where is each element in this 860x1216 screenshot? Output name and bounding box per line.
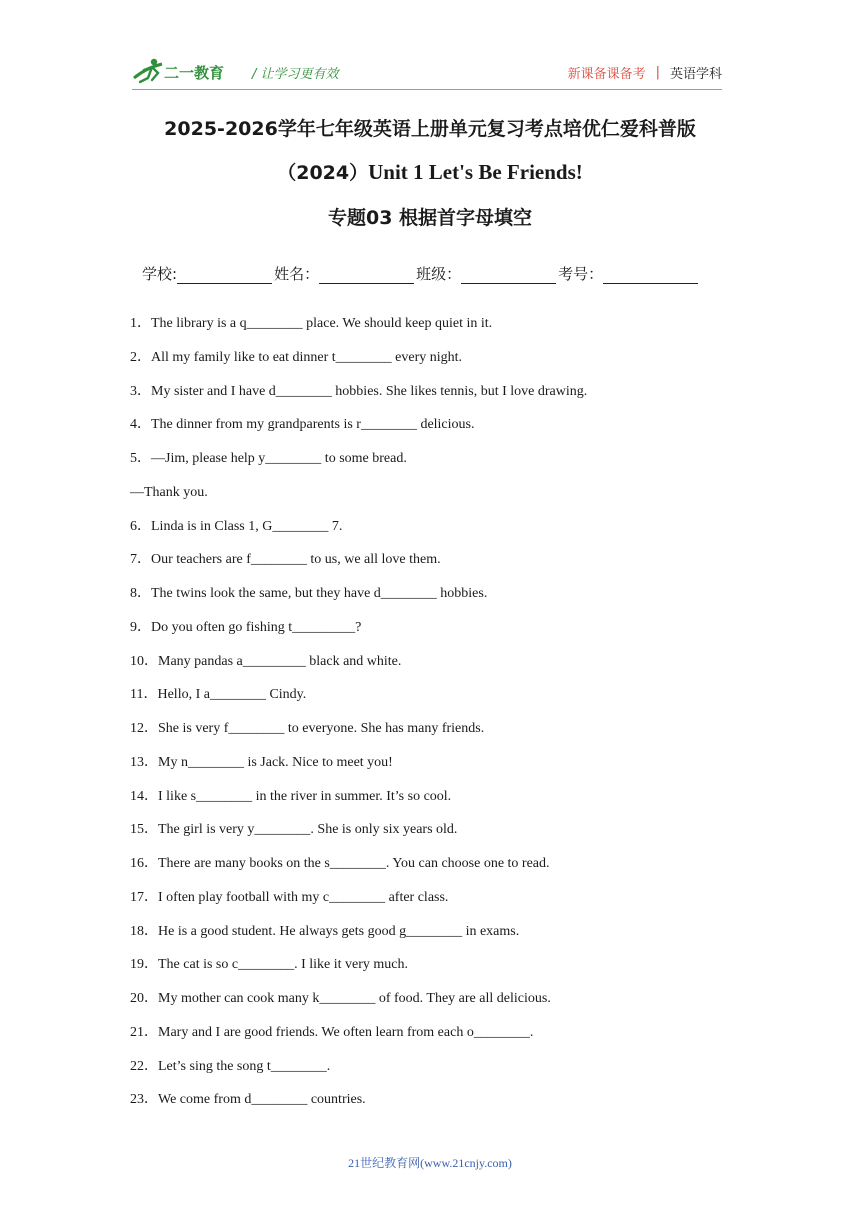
question-item: 6．Linda is in Class 1, G________ 7. (130, 518, 343, 534)
header-tags (568, 63, 722, 82)
question-item: 9．Do you often go fishing t_________? (130, 619, 362, 635)
question-item: 5．—Jim, please help y________ to some bread. (130, 451, 407, 466)
question-item: 20．My mother can cook many k________ of food. They are all delicious. (130, 991, 551, 1006)
title-year: （2024） (277, 162, 369, 184)
name-blank[interactable] (319, 267, 414, 284)
header-separator: | (655, 65, 660, 80)
question-answer-line: —Thank you. (130, 484, 208, 500)
tag-left: 新课备课备考 (567, 67, 646, 82)
page-footer[interactable]: 21世纪教育网(www.21cnjy.com) (348, 1156, 512, 1170)
question-item: 3．My sister and I have d________ hobbies. She likes tennis, but I love drawing. (130, 383, 588, 399)
question-item: 17．I often play football with my c________ after class. (130, 889, 449, 905)
school-blank[interactable] (177, 267, 272, 284)
question-item: 1．The library is a q________ place. We should keep quiet in it. (130, 316, 493, 331)
title-unit: Unit 1 Let's Be Friends! (368, 160, 583, 184)
question-item: 13．My n________ is Jack. Nice to meet you! (130, 754, 393, 770)
question-item: 10．Many pandas a_________ black and white. (130, 653, 402, 669)
doc-title-line3: 专题03 根据首字母填空 (327, 207, 533, 229)
tag-right: 英语学科 (669, 67, 722, 82)
question-item: 12．She is very f________ to everyone. She has many friends. (130, 721, 485, 736)
question-item: 23．We come from d________ countries. (130, 1092, 366, 1108)
question-item: 18．He is a good student. He always gets good g________ in exams. (130, 923, 520, 939)
question-item: 4．The dinner from my grandparents is r________ delicious. (130, 417, 475, 433)
page-header (132, 55, 722, 90)
exam-number-label: 考号： (558, 265, 604, 283)
school-label: 学校: (142, 265, 178, 283)
question-item: 19．The cat is so c________. I like it very much. (130, 957, 408, 973)
question-list (130, 314, 750, 1124)
question-item: 11．Hello, I a________ Cindy. (130, 687, 307, 703)
doc-title-line1: 2025-2026学年七年级英语上册单元复习考点培优仁爱科普版 (164, 118, 696, 140)
question-item: 22．Let’s sing the song t________. (130, 1058, 331, 1074)
name-label: 姓名： (274, 265, 320, 283)
question-item: 14．I like s________ in the river in summer. It’s so cool. (130, 788, 452, 804)
class-blank[interactable] (461, 267, 556, 284)
logo-runner-icon (132, 56, 242, 86)
doc-title-line2 (0, 158, 860, 185)
student-info (142, 263, 700, 284)
question-item: 2．All my family like to eat dinner t________ every night. (130, 349, 463, 365)
slogan: / 让学习更有效 (252, 67, 339, 82)
exam-number-blank[interactable] (603, 267, 698, 284)
question-item: 21．Mary and I are good friends. We often learn from each o________. (130, 1024, 534, 1040)
question-item: 7．Our teachers are f________ to us, we all love them. (130, 552, 441, 568)
class-label: 班级： (416, 265, 462, 283)
question-item: 16．There are many books on the s________. You can choose one to read. (130, 856, 550, 871)
logo-text: 二一教育 (164, 64, 225, 82)
logo (132, 56, 242, 86)
question-item: 8．The twins look the same, but they have d________ hobbies. (130, 586, 488, 601)
question-item: 15．The girl is very y________. She is only six years old. (130, 822, 458, 838)
